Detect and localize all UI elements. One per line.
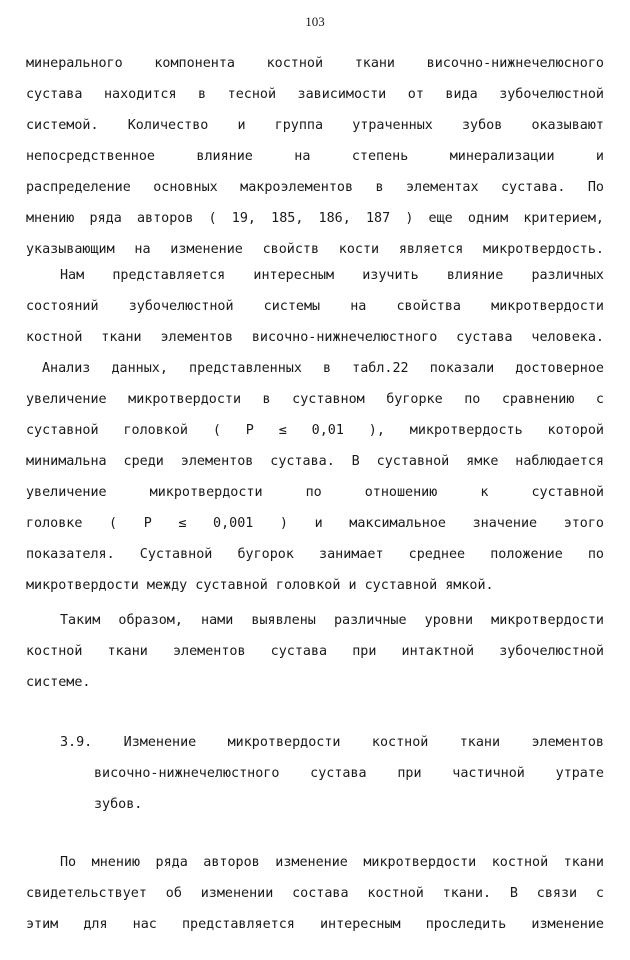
text-line: мнению ряда авторов ( 19, 185, 186, 187 ) еще одним критерием, xyxy=(26,211,604,226)
text-line: минерального компонента костной ткани височно-нижнечелюсного xyxy=(26,56,604,71)
text-line: этим для нас представляется интересным проследить изменение xyxy=(26,917,604,932)
text-line: костной ткани элементов сустава при интактной зубочелюстной xyxy=(26,644,604,659)
text-line: непосредственное влияние на степень минерализации и xyxy=(26,149,604,164)
paragraph-mineral-component xyxy=(26,48,604,265)
text-line: показателя. Суставной бугорок занимает среднее положение по xyxy=(26,547,604,562)
text-line: Таким образом, нами выявлены различные уровни микротвердости xyxy=(60,613,604,628)
text-line: свидетельствует об изменении состава костной ткани. В связи с xyxy=(26,886,604,901)
text-line: костной ткани элементов височно-нижнечелюстного сустава человека. xyxy=(26,330,604,345)
heading-line: височно-нижнечелюстного сустава при частичной утрате xyxy=(94,766,604,781)
text-line: системой. Количество и группа утраченных зубов оказывают xyxy=(26,118,604,133)
text-line: Нам представляется интересным изучить влияние различных xyxy=(60,268,604,283)
text-line: По мнению ряда авторов изменение микротвердости костной ткани xyxy=(60,855,604,870)
heading-line: 3.9. Изменение микротвердости костной ткани элементов xyxy=(60,735,604,750)
text-line: микротвердости между суставной головкой и суставной ямкой. xyxy=(26,578,494,593)
text-line: увеличение микротвердости в суставном бугорке по сравнению с xyxy=(26,392,604,407)
text-line: сустава находится в тесной зависимости от вида зубочелюстной xyxy=(26,87,604,102)
paragraph-authors-opinion xyxy=(26,847,604,940)
text-line: системе. xyxy=(26,675,91,690)
section-heading-3-9 xyxy=(60,727,604,820)
heading-line: зубов. xyxy=(94,797,143,812)
page-number: 103 xyxy=(305,14,325,29)
text-line: минимальна среди элементов сустава. В суставной ямке наблюдается xyxy=(26,454,604,469)
paragraph-research-interest xyxy=(26,260,604,353)
paragraph-conclusion xyxy=(26,605,604,698)
text-line: увеличение микротвердости по отношению к суставной xyxy=(26,485,604,500)
text-line: суставной головкой ( Р ≤ 0,01 ), микротвердость которой xyxy=(26,423,604,438)
text-line: распределение основных макроэлементов в элементах сустава. По xyxy=(26,180,604,195)
paragraph-data-analysis xyxy=(26,353,604,601)
text-line: состояний зубочелюстной системы на свойства микротвердости xyxy=(26,299,604,314)
text-line: Анализ данных, представленных в табл.22 показали достоверное xyxy=(42,361,604,376)
text-line: указывающим на изменение свойств кости является микротвердость. xyxy=(26,242,604,257)
text-line: головке ( Р ≤ 0,001 ) и максимальное значение этого xyxy=(26,516,604,531)
